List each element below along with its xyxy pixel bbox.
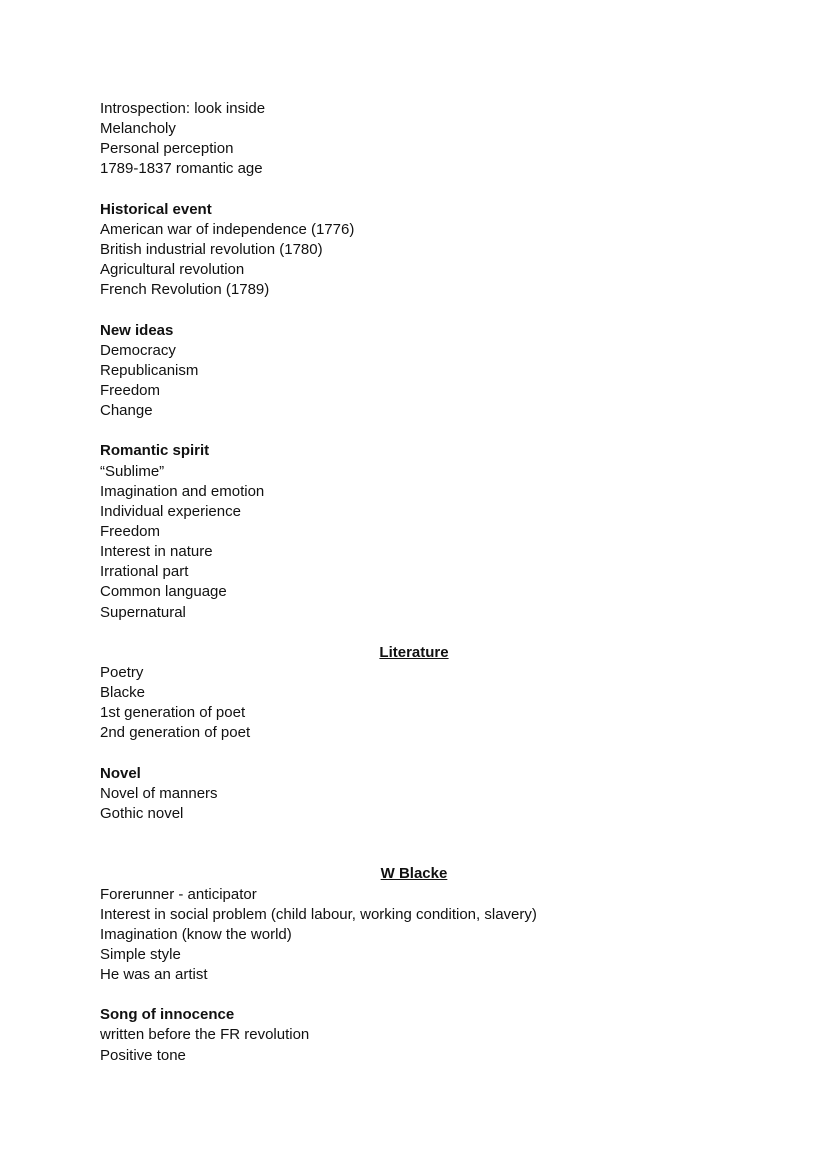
novel-section bbox=[100, 764, 728, 824]
list-item: Irrational part bbox=[100, 563, 189, 581]
list-item: British industrial revolution (1780) bbox=[100, 240, 323, 258]
list-item: Poetry bbox=[100, 663, 144, 681]
list-item: He was an artist bbox=[100, 966, 208, 984]
song-of-innocence-section bbox=[100, 1005, 728, 1065]
song-of-innocence-heading: Song of innocence bbox=[100, 1006, 235, 1024]
literature-heading: Literature bbox=[379, 643, 449, 661]
list-item: Novel of manners bbox=[100, 784, 218, 802]
w-blacke-heading: W Blacke bbox=[380, 865, 448, 883]
w-blacke-section bbox=[100, 864, 728, 985]
list-item: Imagination and emotion bbox=[100, 482, 265, 500]
document-page bbox=[100, 99, 728, 1066]
list-item: Republicanism bbox=[100, 361, 199, 379]
list-item: Gothic novel bbox=[100, 804, 184, 822]
list-item: “Sublime” bbox=[100, 462, 165, 480]
blank-line bbox=[100, 744, 728, 764]
list-item: Imagination (know the world) bbox=[100, 925, 292, 943]
list-item: Interest in nature bbox=[100, 543, 213, 561]
list-item: Supernatural bbox=[100, 603, 186, 621]
list-item: Freedom bbox=[100, 381, 161, 399]
list-item: Positive tone bbox=[100, 1046, 186, 1064]
blank-line bbox=[100, 421, 728, 441]
blank-line bbox=[100, 824, 728, 864]
intro-line: Melancholy bbox=[100, 120, 176, 138]
list-item: Simple style bbox=[100, 945, 181, 963]
blank-line bbox=[100, 623, 728, 643]
list-item: American war of independence (1776) bbox=[100, 220, 355, 238]
blank-line bbox=[100, 985, 728, 1005]
list-item: Democracy bbox=[100, 341, 176, 359]
blank-line bbox=[100, 300, 728, 320]
historical-event-heading: Historical event bbox=[100, 200, 212, 218]
list-item: written before the FR revolution bbox=[100, 1026, 310, 1044]
list-item: Forerunner - anticipator bbox=[100, 885, 257, 903]
list-item: 2nd generation of poet bbox=[100, 724, 251, 742]
literature-section bbox=[100, 643, 728, 744]
historical-event-section bbox=[100, 200, 728, 301]
intro-line: Introspection: look inside bbox=[100, 100, 266, 117]
intro-section bbox=[100, 99, 728, 180]
list-item: Individual experience bbox=[100, 502, 241, 520]
list-item: Blacke bbox=[100, 684, 146, 702]
list-item: French Revolution (1789) bbox=[100, 281, 270, 299]
list-item: Common language bbox=[100, 583, 227, 601]
list-item: 1st generation of poet bbox=[100, 704, 246, 722]
list-item: Interest in social problem (child labour, working condition, slavery) bbox=[100, 905, 537, 923]
new-ideas-section bbox=[100, 321, 728, 422]
intro-line: Personal perception bbox=[100, 140, 234, 158]
list-item: Agricultural revolution bbox=[100, 261, 245, 279]
romantic-spirit-section bbox=[100, 441, 728, 622]
blank-line bbox=[100, 180, 728, 200]
list-item: Change bbox=[100, 402, 153, 420]
intro-line: 1789-1837 romantic age bbox=[100, 160, 263, 178]
list-item: Freedom bbox=[100, 522, 161, 540]
novel-heading: Novel bbox=[100, 764, 141, 782]
romantic-spirit-heading: Romantic spirit bbox=[100, 442, 210, 460]
new-ideas-heading: New ideas bbox=[100, 321, 174, 339]
